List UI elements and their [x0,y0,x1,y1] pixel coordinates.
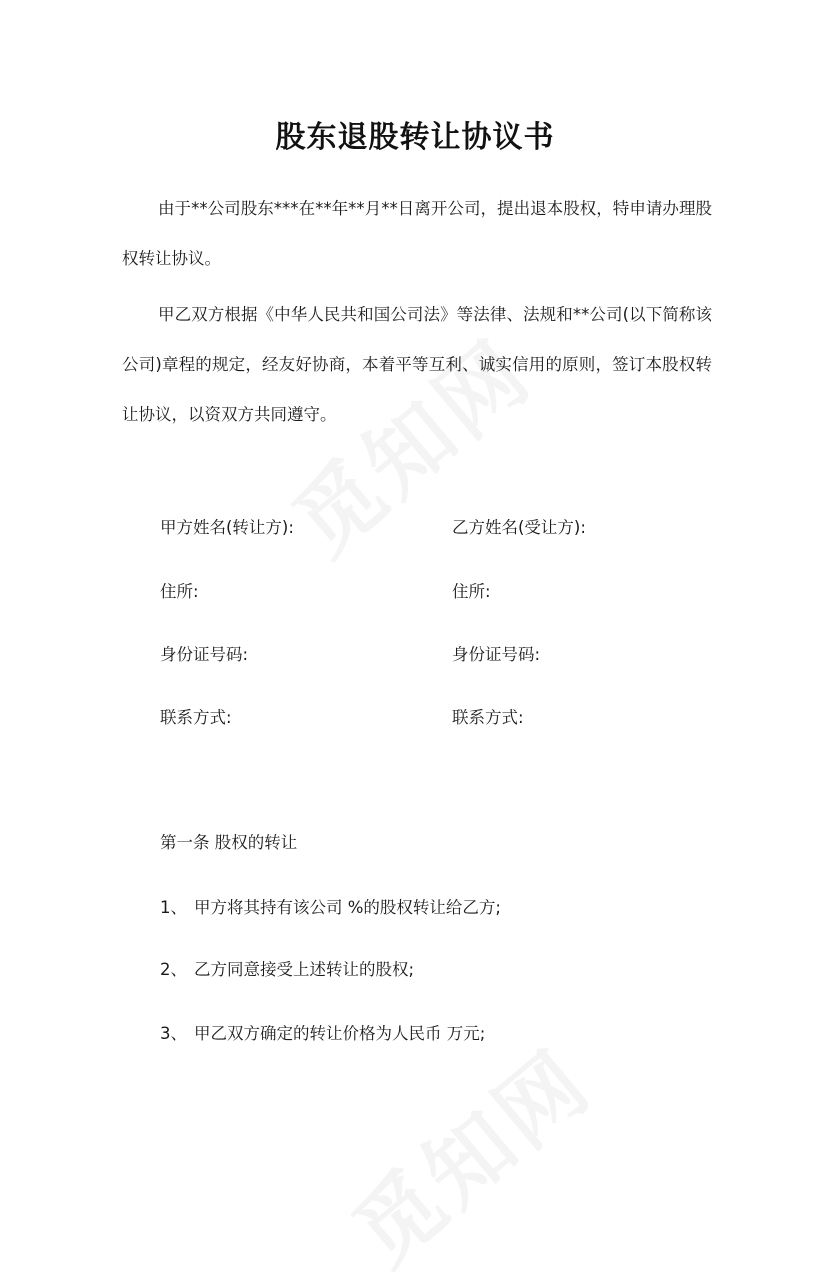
article-1-heading: 第一条 股权的转让 [160,833,298,852]
clause-item [160,1022,485,1046]
party-a-contact-label: 联系方式: [160,708,232,727]
party-a-address-label: 住所: [160,582,199,601]
party-a-id-label: 身份证号码: [160,645,249,664]
intro-paragraph: 由于**公司股东***在**年**月**日离开公司，提出退本股权，特申请办理股权转让协议。 [122,199,712,268]
document-title: 股东退股转让协议书 [275,120,555,155]
clause-text: 甲乙双方确定的转让价格为人民币 万元; [194,1024,486,1043]
party-a-name-label: 甲方姓名(转让方): [160,518,294,537]
clause-number: 1、 [160,898,187,917]
party-b-id-label: 身份证号码: [452,645,541,664]
clause-number: 3、 [160,1024,187,1043]
clause-number: 2、 [160,960,187,979]
party-b-address-label: 住所: [452,582,491,601]
clause-text: 乙方同意接受上述转让的股权; [194,960,415,979]
clause-text: 甲方将其持有该公司 %的股权转让给乙方; [194,898,501,917]
watermark [322,1016,613,1288]
clause-item [160,896,501,920]
party-b-contact-label: 联系方式: [452,708,524,727]
clause-item [160,958,414,982]
basis-paragraph: 甲乙双方根据《中华人民共和国公司法》等法律、法规和**公司(以下简称该公司)章程的规定，经友好协商，本着平等互利、诚实信用的原则，签订本股权转让协议，以资双方共同遵守。 [122,305,712,424]
party-b-name-label: 乙方姓名(受让方): [452,518,586,537]
